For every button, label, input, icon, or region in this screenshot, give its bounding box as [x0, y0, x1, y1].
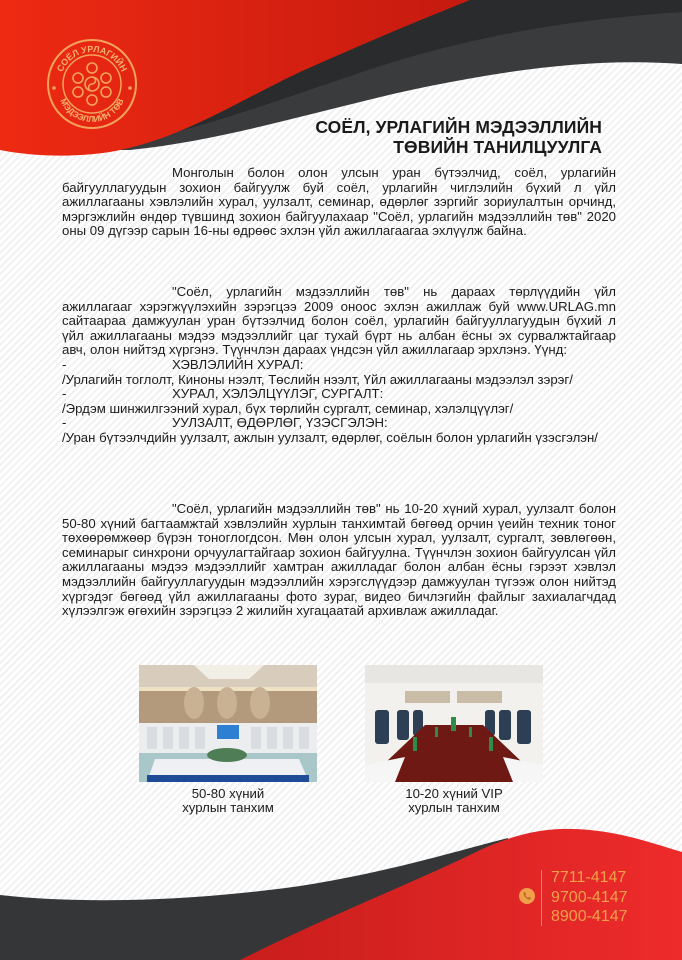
paragraph-3: "Соёл, урлагийн мэдээллийн төв" нь 10-20 хүний хурал, уулзалт болон 50-80 хүний багтаамжтай хэвлэлийн хурлын танхимтай бөгөөд орчин үеийн техник тоног төхөөрөмжөөр бүрэн тоноглогдсон. Мөн олон улсын хурал, уулзалт, сургалт, зөвлөгөөн, семинарыг синхрони орчуулагтайгаар зохион байгуулна. Түүнчлэн зохион байгуулсан үйл ажиллагааны мэдээ мэдээллийг хамтран ажилладаг болон албан ёсны гэрээт хэвлэл мэдээллийн байгууллагуудын мэдээллийн хэрэгслүүдээр дамжуулан түгээж олон нийтэд хүргэдэг бөгөөд үйл ажиллагааны фото зураг, видео бичлэгийн файлыг захиалагчдад хүлээлгэж өгөхийн зэрэгцээ 2 жилийн хугацаатай архивлаж ажилладаг. [62, 501, 616, 619]
service-detail: /Урлагийн тоглолт, Киноны нээлт, Төслийн нээлт, Үйл ажиллагааны мэдээлэл зэрэг/ [62, 371, 573, 387]
phone-list [551, 868, 628, 927]
logo-bottom-text: МЭДЭЭЛЛИЙН ТӨВ [58, 96, 126, 125]
service-dash: - [62, 415, 67, 431]
service-heading: ХУРАЛ, ХЭЛЭЛЦҮҮЛЭГ, СУРГАЛТ: [172, 386, 384, 402]
title-line-1: СОЁЛ, УРЛАГИЙН МЭДЭЭЛЛИЙН [315, 117, 602, 137]
service-item [62, 387, 616, 416]
svg-text:МЭДЭЭЛЛИЙН ТӨВ [58, 97, 125, 124]
hall-caption-large [128, 787, 328, 815]
hall-photo-large [139, 665, 317, 782]
phone-number[interactable]: 7711-4147 [551, 869, 627, 886]
hall-caption-line-2: хурлын танхим [408, 800, 500, 815]
title-line-2: ТӨВИЙН ТАНИЛЦУУЛГА [393, 137, 602, 157]
service-heading: УУЛЗАЛТ, ӨДӨРЛӨГ, ҮЗЭСГЭЛЭН: [172, 415, 388, 431]
contact-divider [541, 870, 542, 926]
phone-icon [519, 888, 535, 904]
phone-number[interactable]: 9700-4147 [551, 888, 628, 906]
hall-photo-vip [365, 665, 543, 782]
paragraph-1: Монголын болон олон улсын уран бүтээлчид, соёл, урлагийн байгууллагуудын зохион байгуулж буй соёл, урлагийн чиглэлийн бүхий л үйл ажиллагааны хэвлэлийн хурал, уулзалт, семинар, өдөрлөг зэргийг зориулалтын орчинд, мэргэжлийн өндөр түвшинд зохион байгуулахаар "Соёл, урлагийн мэдээллийн төв" 2020 оны 09 дүгээр сарын 16-ны өдрөөс эхлэн үйл ажиллагаагаа эхлүүлж байна. [62, 165, 616, 239]
hall-caption-vip [354, 787, 554, 815]
services-block [62, 285, 616, 446]
hall-caption-line-2: хурлын танхим [182, 800, 274, 815]
service-detail: /Уран бүтээлчдийн уулзалт, ажлын уулзалт, өдөрлөг, соёлын болон урлагийн үзэсгэлэн/ [62, 429, 598, 445]
service-item [62, 358, 616, 387]
service-detail: /Эрдэм шинжилгээний хурал, бүх төрлийн сургалт, семинар, хэлэлцүүлэг/ [62, 400, 514, 416]
logo [46, 38, 138, 130]
service-item [62, 416, 616, 445]
service-dash: - [62, 386, 67, 402]
service-heading: ХЭВЛЭЛИЙН ХУРАЛ: [172, 356, 304, 372]
knot-ornament-icon [73, 63, 111, 105]
service-dash: - [62, 356, 67, 372]
paragraph-2: "Соёл, урлагийн мэдээллийн төв" нь дараах төрлүүдийн үйл ажиллагааг хэрэгжүүлэхийн зэрэгцээ 2009 оноос эхлэн ажиллаж буй www.URLAG.mn сайтаараа дамжуулан уран бүтээлчид болон соёл, урлагийн байгууллагуудын бүхий л үйл ажиллагааны мэдээ мэдээллийг цаг тухай бүрт нь албан ёсны эх сурвалжтайгаар авч, олон нийтэд хүргэнэ. Түүнчлэн дараах үндсэн үйл ажиллагаар эрхлэнэ. Үүнд: [62, 284, 616, 358]
hall-caption-line-1: 10-20 хүний VIP [405, 786, 503, 801]
hall-caption-line-1: 50-80 хүний [191, 786, 265, 801]
phone-number[interactable]: 8900-4147 [551, 908, 628, 925]
intro-paragraph-block [62, 166, 616, 239]
facilities-block [62, 502, 616, 619]
logo-top-text: СОЁЛ УРЛАГИЙН [54, 43, 130, 74]
page-title [315, 117, 602, 157]
